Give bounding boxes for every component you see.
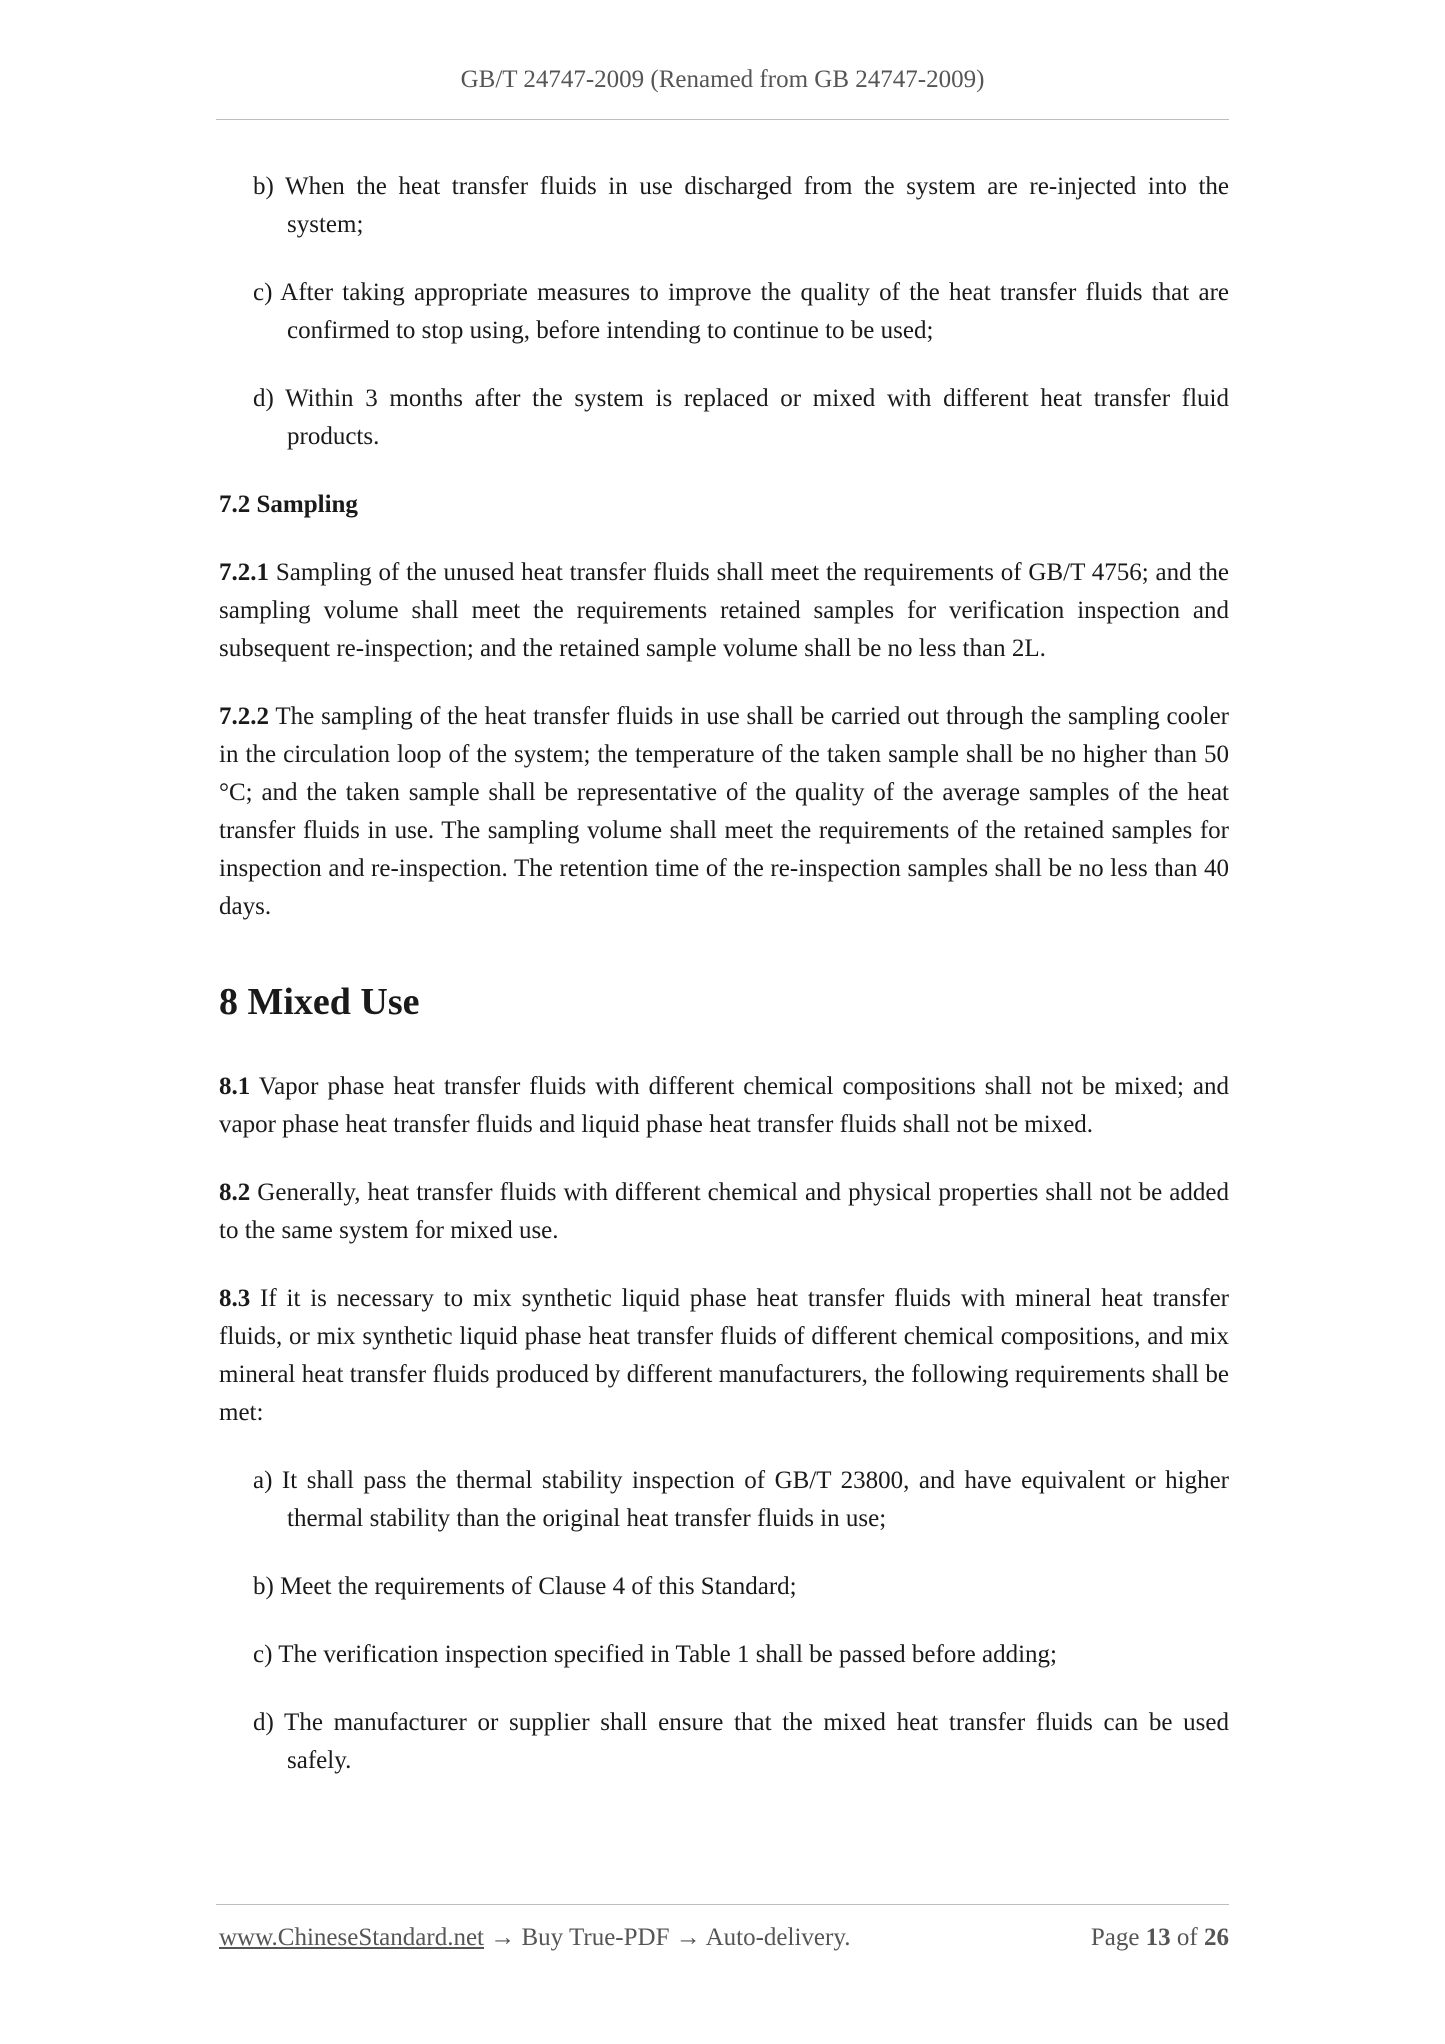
list-item-c: c) After taking appropriate measures to improve the quality of the heat transfer fluids that are confirmed to stop using, before intending to continue to be used;	[253, 279, 1229, 344]
arrow-right-icon: →	[484, 1924, 522, 1951]
clause-8-3	[219, 1280, 1229, 1432]
clause-number: 7.2.1	[219, 559, 269, 586]
clause-8-1	[219, 1068, 1229, 1144]
list-item-a: a) It shall pass the thermal stability inspection of GB/T 23800, and have equivalent or higher thermal stability than the original heat transfer fluids in use;	[253, 1467, 1229, 1532]
clause-text: Vapor phase heat transfer fluids with different chemical compositions shall not be mixed; and vapor phase heat transfer fluids and liquid phase heat transfer fluids shall not be mixed.	[219, 1073, 1229, 1138]
list-item-c: c) The verification inspection specified in Table 1 shall be passed before adding;	[253, 1641, 1058, 1668]
header-divider	[216, 119, 1229, 120]
arrow-right-icon: →	[669, 1924, 706, 1951]
clause-number: 8.1	[219, 1073, 251, 1100]
page-total: 26	[1204, 1924, 1229, 1951]
page-current: 13	[1145, 1924, 1171, 1951]
section-7-2-heading: 7.2 Sampling	[219, 491, 358, 518]
clause-7-2-2	[219, 698, 1229, 926]
chapter-8-heading: 8 Mixed Use	[219, 981, 420, 1023]
page-of-label: of	[1170, 1924, 1204, 1951]
footer-promo	[219, 1924, 850, 1952]
list-item-d: d) The manufacturer or supplier shall ensure that the mixed heat transfer fluids can be used safely.	[253, 1709, 1229, 1774]
list-item-b: b) When the heat transfer fluids in use discharged from the system are re-injected into the system;	[253, 173, 1229, 238]
page-header-title: GB/T 24747-2009 (Renamed from GB 24747-2009)	[460, 66, 985, 93]
page-label: Page	[1090, 1924, 1146, 1951]
clause-text: Generally, heat transfer fluids with different chemical and physical properties shall not be added to the same system for mixed use.	[219, 1179, 1229, 1244]
document-body	[219, 168, 1229, 1810]
list-item-d: d) Within 3 months after the system is replaced or mixed with different heat transfer fluid products.	[253, 385, 1229, 450]
clause-number: 8.3	[219, 1285, 251, 1312]
clause-text: If it is necessary to mix synthetic liquid phase heat transfer fluids with mineral heat transfer fluids, or mix synthetic liquid phase heat transfer fluids of different chemical compositions, and mix mineral heat transfer fluids produced by different manufacturers, the following requirements shall be met:	[219, 1285, 1229, 1426]
clause-text: The sampling of the heat transfer fluids in use shall be carried out through the sampling cooler in the circulation loop of the system; the temperature of the taken sample shall be no higher than 50 °C; and the taken sample shall be representative of the quality of the average samples of the heat transfer fluids in use. The sampling volume shall meet the requirements of the retained samples for inspection and re-inspection. The retention time of the re-inspection samples shall be no less than 40 days.	[219, 703, 1229, 920]
clause-7-2-1	[219, 554, 1229, 668]
footer-divider	[216, 1904, 1229, 1905]
auto-delivery-text: Auto-delivery.	[705, 1924, 851, 1951]
page-indicator	[1091, 1924, 1229, 1952]
website-link[interactable]: www.ChineseStandard.net	[219, 1924, 484, 1951]
clause-text: Sampling of the unused heat transfer fluids shall meet the requirements of GB/T 4756; and the sampling volume shall meet the requirements retained samples for verification inspection and subsequent re-inspection; and the retained sample volume shall be no less than 2L.	[219, 559, 1229, 662]
clause-8-2	[219, 1174, 1229, 1250]
clause-number: 8.2	[219, 1179, 251, 1206]
list-item-b: b) Meet the requirements of Clause 4 of this Standard;	[253, 1573, 797, 1600]
clause-number: 7.2.2	[219, 703, 269, 730]
buy-true-pdf-text: Buy True-PDF	[521, 1924, 670, 1951]
